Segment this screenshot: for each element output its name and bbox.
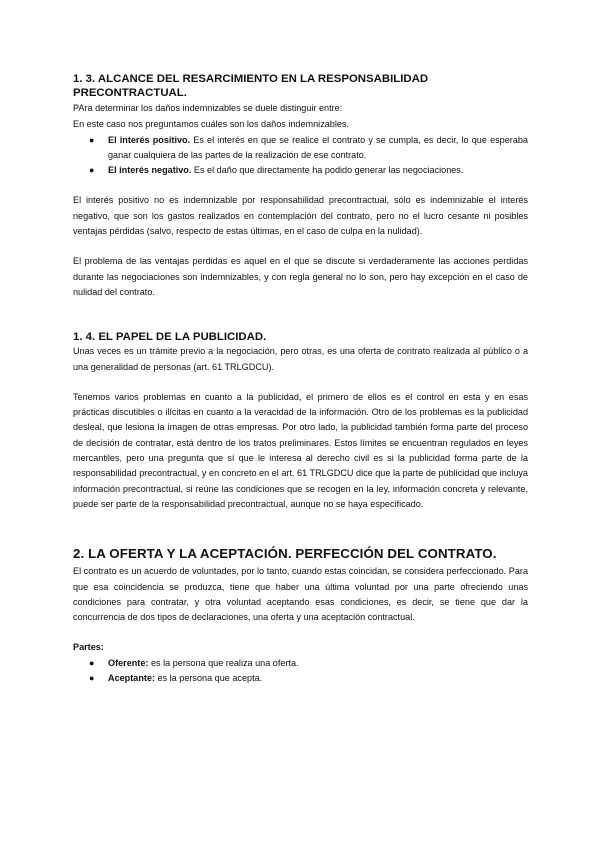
paragraph: El contrato es un acuerdo de voluntades, por lo tanto, cuando estas coincidan, se considera perfeccionado. Para que esa coincidencia se produzca, tiene que haber una última voluntad por una parte ofreciendo unas condiciones para contratar, y otra voluntad aceptando esas condiciones, es decir, se tiene que dar la concurrencia de dos tipos de declaraciones, una oferta y una aceptación contractual.: [73, 566, 528, 623]
list-item-text: es la persona que acepta.: [155, 673, 263, 684]
list-item-text: Es el daño que directamente ha podido generar las negociaciones.: [191, 165, 464, 176]
list-item-term: Aceptante:: [108, 673, 155, 684]
list-item: [73, 133, 528, 164]
paragraph: PAra determinar los daños indemnizables se duele distinguir entre:: [73, 103, 343, 113]
paragraph: Unas veces es un trámite previo a la negociación, pero otras, es una oferta de contrato realizada al público o a una generalidad de personas (art. 61 TRLGDCU).: [73, 346, 528, 372]
list-item: [73, 671, 528, 686]
section-heading: 1. 4. EL PAPEL DE LA PUBLICIDAD.: [73, 331, 267, 344]
bullet-icon: ●: [89, 673, 95, 684]
list-item-text: Es el interés en que se realice el contrato y se cumpla, es decir, lo que esperaba ganar cualquiera de las partes de la realización de ese contrato.: [108, 134, 528, 160]
list-item-term: El interés positivo.: [108, 134, 191, 145]
paragraph: En este caso nos preguntamos cuáles son los daños indemnizables.: [73, 119, 350, 130]
paragraph: El problema de las ventajas perdidas es aquel en el que se discute si verdaderamente las acciones perdidas durante las negociaciones son indemnizables, y con regla general no lo son, pero hay excepción en el caso de nulidad del contrato.: [73, 256, 528, 297]
partes-label: Partes:: [73, 642, 104, 653]
list-item-term: El interés negativo.: [108, 165, 192, 176]
bullet-icon: ●: [89, 134, 95, 145]
bullet-icon: ●: [89, 165, 95, 176]
list-item-term: Oferente:: [108, 657, 149, 668]
section-heading: 1. 3. ALCANCE DEL RESARCIMIENTO EN LA RESPONSABILIDAD PRECONTRACTUAL.: [73, 73, 429, 99]
bullet-list: [73, 656, 528, 687]
section-heading: 2. LA OFERTA Y LA ACEPTACIÓN. PERFECCIÓN DEL CONTRATO.: [73, 546, 497, 562]
list-item-text: es la persona que realiza una oferta.: [148, 657, 299, 668]
paragraph: El interés positivo no es indemnizable por responsabilidad precontractual, sólo es indemnizable el interés negativo, que son los gastos realizados en contemplación del contrato, pero no el lucro cesante ni posibles ventajas pérdidas (salvo, respecto de estas últimas, en el caso de culpa en la nulidad).: [73, 195, 528, 237]
list-item: [73, 656, 528, 671]
document-page: [73, 64, 528, 686]
paragraph: Tenemos varios problemas en cuanto a la publicidad, el primero de ellos es el control en esta y en esas prácticas discutibles o ilícitas en cuanto a la veracidad de la información. Otro de los problemas es la publicidad desleal, que lesiona la imagen de otras empresas. Por otro lado, la publicidad también forma parte del proceso de decisión de contratar, está dentro de los tratos preliminares. Estos límites se encuentran regulados en leyes mercantiles, pero una pregunta que sí que le interesa al derecho civil es si la publicidad forma parte de la responsabilidad precontractual, y en concreto en el art. 61 TRLGDCU dice que la parte de publicidad que incluya información precontractual, si reúne las condiciones que se recogen en la ley, información concreta y relevante, puede ser parte de la responsabilidad precontractual, aunque no se haya especificado.: [73, 391, 528, 509]
bullet-list: [73, 133, 528, 179]
list-item: [73, 163, 528, 178]
bullet-icon: ●: [89, 657, 95, 668]
